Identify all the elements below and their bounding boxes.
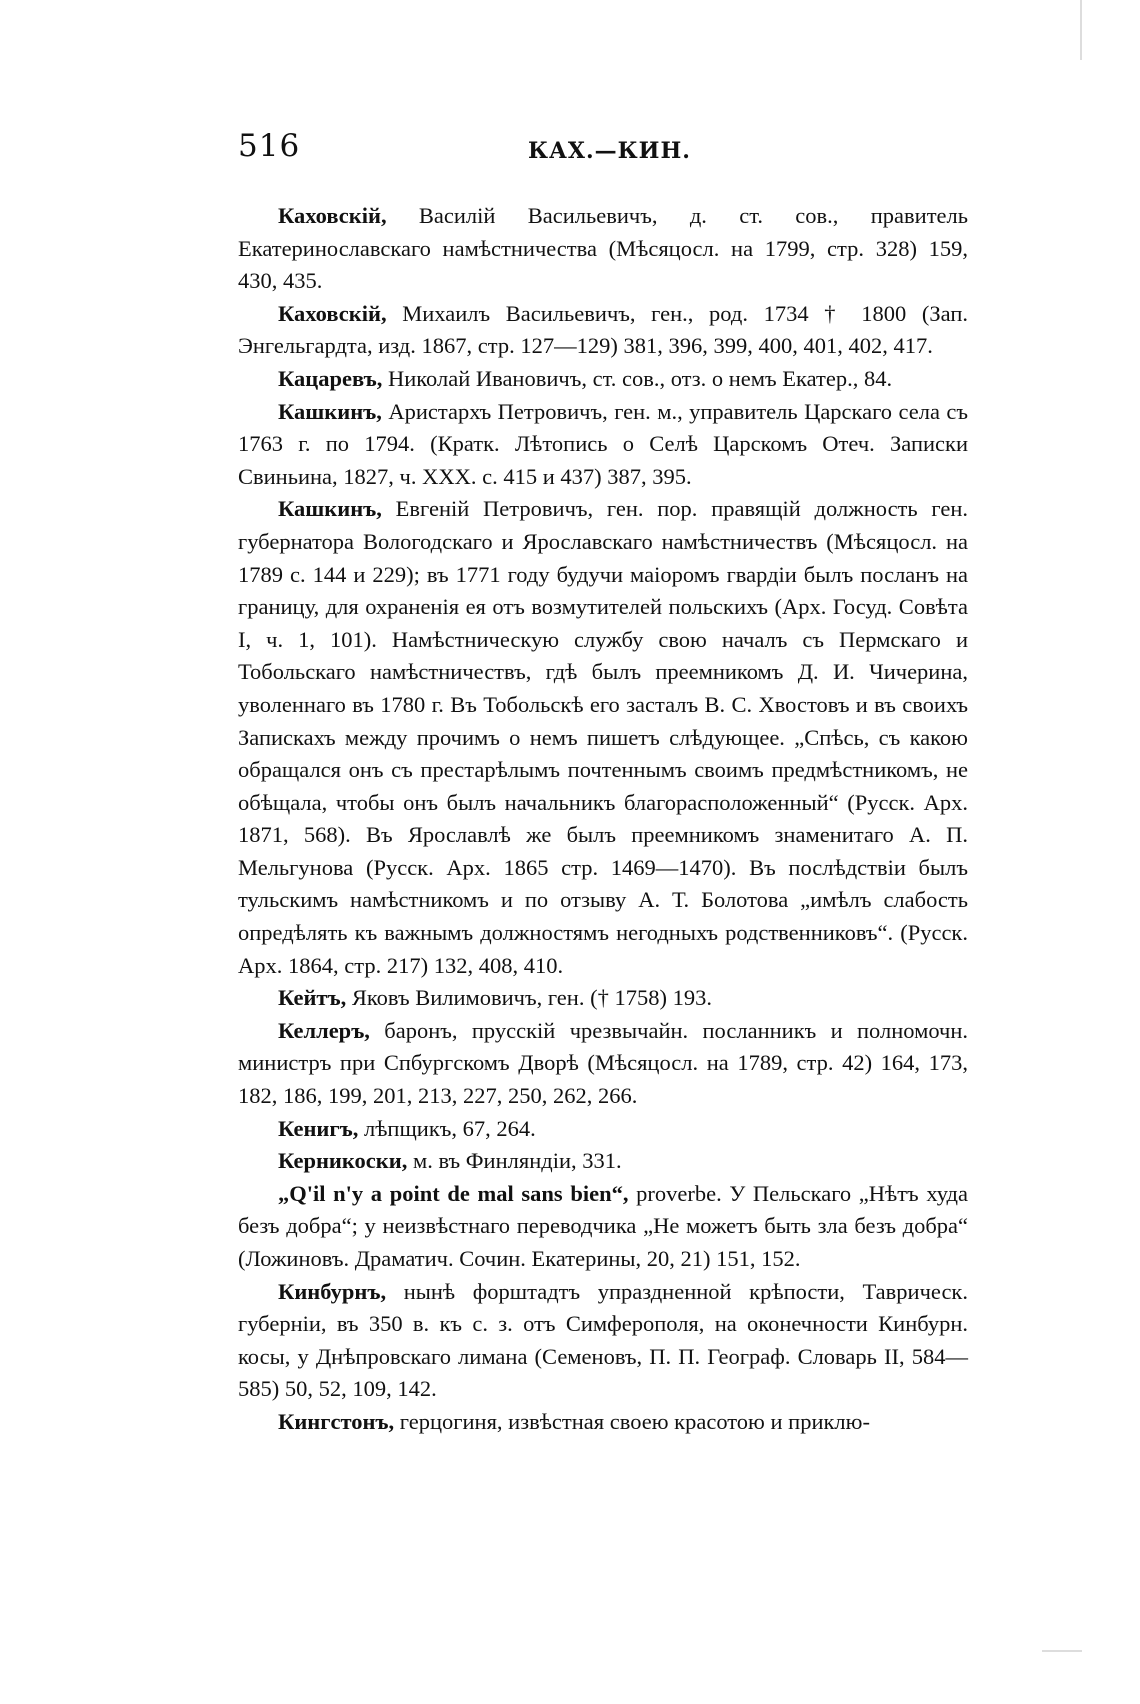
scan-edge-mark [1042,1650,1082,1652]
entry-headword: Кацаревъ, [278,365,383,391]
entry-headword: Каховскій, [278,203,387,228]
entry-headword: Каховскій, [278,300,387,326]
page-number: 516 [238,128,301,164]
entry-headword: Кашкинъ, [278,496,382,522]
index-entry [238,396,968,494]
entry-headword: Керникоски, [278,1148,408,1174]
book-page [238,128,968,1439]
index-entry [238,363,968,396]
entry-headword: Кашкинъ, [278,398,382,424]
entry-text: Михаилъ Васильевичъ, ген., род. 1734 † 1800 (Зап. Энгельгардта, изд. 1867, стр. 127—129) 381, 396, 399, 400, 401, 402, 417. [238,300,968,359]
index-entry [238,1276,968,1406]
entry-headword: Келлеръ, [278,1017,370,1043]
entry-headword: Кингстонъ, [278,1408,395,1434]
index-entry [238,1145,968,1178]
page-header [238,128,968,178]
entry-text: герцогиня, извѣстная своею красотою и приклю- [394,1408,870,1434]
entry-text: м. въ Финляндіи, 331. [407,1148,622,1174]
index-entry [238,493,968,982]
index-entry [238,982,968,1015]
entry-headword: Кенигъ, [278,1115,359,1141]
index-entry [238,200,968,298]
entry-text: баронъ, прусскій чрезвычайн. посланникъ и полномочн. министръ при Спбургскомъ Дворѣ (Мѣсяцосл. на 1789, стр. 42) 164, 173, 182, 186, 199, 201, 213, 227, 250, 262, 266. [238,1017,968,1109]
index-entry [238,1406,968,1439]
entry-text: лѣпщикъ, 67, 264. [358,1115,536,1141]
index-entry [238,1015,968,1113]
entry-headword: „Q'il n'y a point de mal sans bien“, [278,1180,629,1206]
running-head: КАХ.—КИН. [528,138,691,164]
entry-text: Аристархъ Петровичъ, ген. м., управитель Царскаго села съ 1763 г. по 1794. (Кратк. Лѣтопись о Селѣ Царскомъ Отеч. Записки Свиньина, 1827, ч. XXX. с. 415 и 437) 387, 395. [238,398,968,489]
entry-text: Василій Васильевичъ, д. ст. сов., правитель Екатеринославскаго намѣстничества (Мѣсяцосл. на 1799, стр. 328) 159, 430, 435. [238,203,968,294]
entry-headword: Кинбурнъ, [278,1278,387,1304]
entry-text: нынѣ форштадтъ упраздненной крѣпости, Таврическ. губерніи, въ 350 в. къ с. з. отъ Симферополя, на оконечности Кинбурн. косы, у Днѣпровскаго лимана (Семеновъ, П. П. Географ. Словарь II, 584—585) 50, 52, 109, 142. [238,1278,968,1402]
entry-headword: Кейтъ, [278,985,347,1011]
index-entry [238,298,968,363]
entry-text: Яковъ Вилимовичъ, ген. († 1758) 193. [346,985,712,1011]
index-entry [238,1113,968,1146]
entry-text: Николай Ивановичъ, ст. сов., отз. о немъ Екатер., 84. [382,365,893,391]
index-entry [238,1178,968,1276]
entry-text: Евгеній Петровичъ, ген. пор. правящій должность ген. губернатора Вологодскаго и Ярославскаго намѣстничествъ (Мѣсяцосл. на 1789 с. 144 и 229); въ 1771 году будучи маіоромъ гвардіи былъ посланъ на границу, для охраненія ея отъ возмутителей польскихъ (Арх. Госуд. Совѣта I, ч. 1, 101). Намѣстническую службу свою началъ съ Пермскаго и Тобольскаго намѣстничествъ, гдѣ былъ преемникомъ Д. И. Чичерина, уволеннаго въ 1780 г. Въ Тобольскѣ его засталъ В. С. Хвостовъ и въ своихъ Запискахъ между прочимъ о немъ пишетъ слѣдующее. „Спѣсь, съ какою обращался онъ съ престарѣлымъ почтеннымъ своимъ предмѣстникомъ, не обѣщала, чтобы онъ былъ начальникъ благорасположенный“ (Русск. Арх. 1871, 568). Въ Ярославлѣ же былъ преемникомъ знаменитаго А. П. Мельгунова (Русск. Арх. 1865 стр. 1469—1470). Въ послѣдствіи былъ тульскимъ намѣстникомъ и по отзыву А. Т. Болотова „имѣлъ слабость опредѣлять къ важнымъ должностямъ негодныхъ родственниковъ“. (Русск. Арх. 1864, стр. 217) 132, 408, 410. [238,496,968,978]
scan-edge-mark [1080,0,1082,60]
entry-text: proverbe. У Пельскаго „Нѣтъ худа безъ добра“; у неизвѣстнаго переводчика „Не можетъ быть зла безъ добра“ (Ложиновъ. Драматич. Сочин. Екатерины, 20, 21) 151, 152. [238,1180,968,1271]
